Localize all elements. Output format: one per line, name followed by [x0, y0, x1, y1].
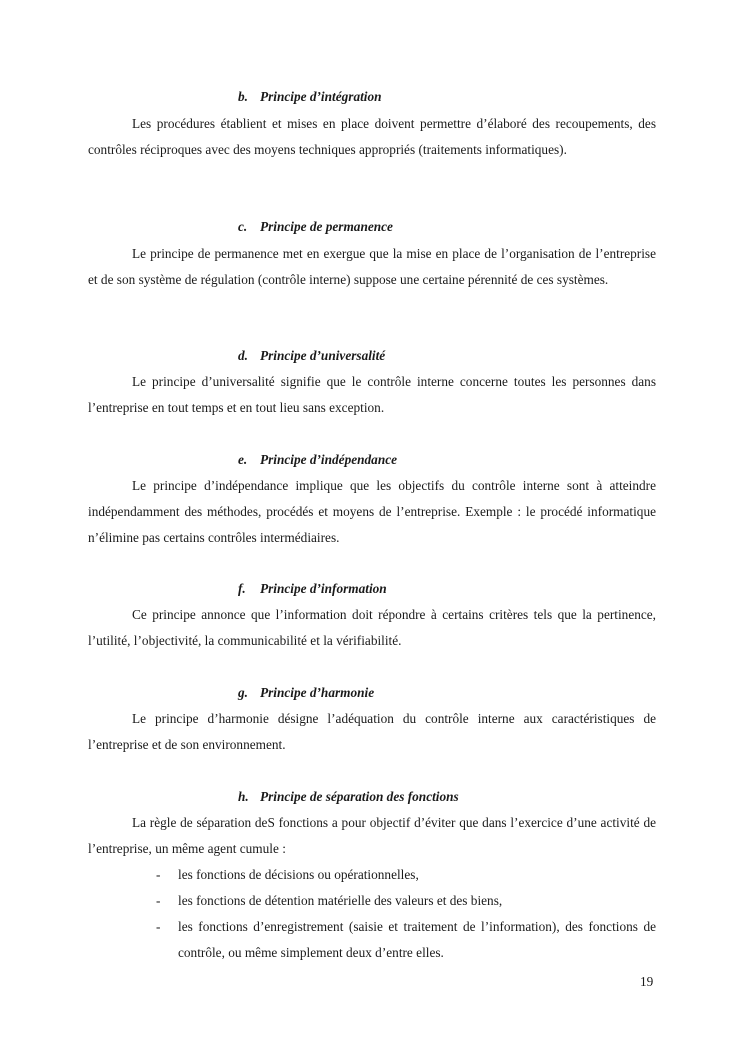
section-paragraph-independance: Le principe d’indépendance implique que les objectifs du contrôle interne sont à atteindre indépendamment des méthodes, procédés et moyens de l’entreprise. Exemple : le procédé informatique n’élimine pas certains contrôles intermédiaires.	[88, 478, 656, 545]
bullet-marker: -	[156, 867, 161, 882]
section-heading-harmonie	[238, 685, 374, 701]
section-paragraph-integration: Les procédures établient et mises en place doivent permettre d’élaboré des recoupements, des contrôles réciproques avec des moyens techniques appropriés (traitements informatiques).	[88, 116, 656, 157]
section-letter: e.	[238, 452, 248, 467]
section-heading-integration	[238, 89, 382, 105]
bullet-marker: -	[156, 893, 161, 908]
list-item	[88, 914, 656, 966]
section-paragraph-permanence: Le principe de permanence met en exergue que la mise en place de l’organisation de l’entreprise et de son système de régulation (contrôle interne) suppose une certaine pérennité de ces systèmes.	[88, 246, 656, 287]
section-heading-separation	[238, 789, 459, 805]
list-item-text: les fonctions de décisions ou opérationnelles,	[178, 867, 419, 882]
section-title: Principe d’information	[260, 581, 387, 596]
section-letter: g.	[238, 685, 248, 700]
section-title: Principe d’indépendance	[260, 452, 398, 467]
section-paragraph-harmonie: Le principe d’harmonie désigne l’adéquation du contrôle interne aux caractéristiques de l’entreprise et de son environnement.	[88, 711, 656, 752]
bullet-marker: -	[156, 919, 161, 934]
section-paragraph-universalite: Le principe d’universalité signifie que le contrôle interne concerne toutes les personnes dans l’entreprise en tout temps et en tout lieu sans exception.	[88, 374, 656, 415]
list-item-text: les fonctions d’enregistrement (saisie et traitement de l’information), des fonctions de contrôle, ou même simplement deux d’entre elles.	[178, 919, 656, 960]
section-letter: c.	[238, 219, 248, 234]
section-title: Principe de permanence	[260, 219, 393, 234]
section-title: Principe de séparation des fonctions	[260, 789, 459, 804]
section-title: Principe d’harmonie	[260, 685, 375, 700]
list-item	[88, 862, 656, 888]
section-title: Principe d’universalité	[260, 348, 386, 363]
section-letter: d.	[238, 348, 248, 363]
section-heading-permanence	[238, 219, 393, 235]
section-letter: f.	[238, 581, 246, 596]
page-number: 19	[640, 974, 654, 989]
section-paragraph-separation: La règle de séparation deS fonctions a pour objectif d’éviter que dans l’exercice d’une activité de l’entreprise, un même agent cumule :	[88, 815, 656, 856]
list-item-text: les fonctions de détention matérielle des valeurs et des biens,	[178, 893, 503, 908]
section-letter: b.	[238, 89, 248, 104]
section-heading-independance	[238, 452, 397, 468]
section-heading-information	[238, 581, 387, 597]
section-heading-universalite	[238, 348, 385, 364]
section-paragraph-information: Ce principe annonce que l’information doit répondre à certains critères tels que la pertinence, l’utilité, l’objectivité, la communicabilité et la vérifiabilité.	[88, 607, 656, 648]
list-item	[88, 888, 656, 914]
section-letter: h.	[238, 789, 249, 804]
section-title: Principe d’intégration	[260, 89, 382, 104]
separation-bullet-list	[88, 862, 656, 966]
